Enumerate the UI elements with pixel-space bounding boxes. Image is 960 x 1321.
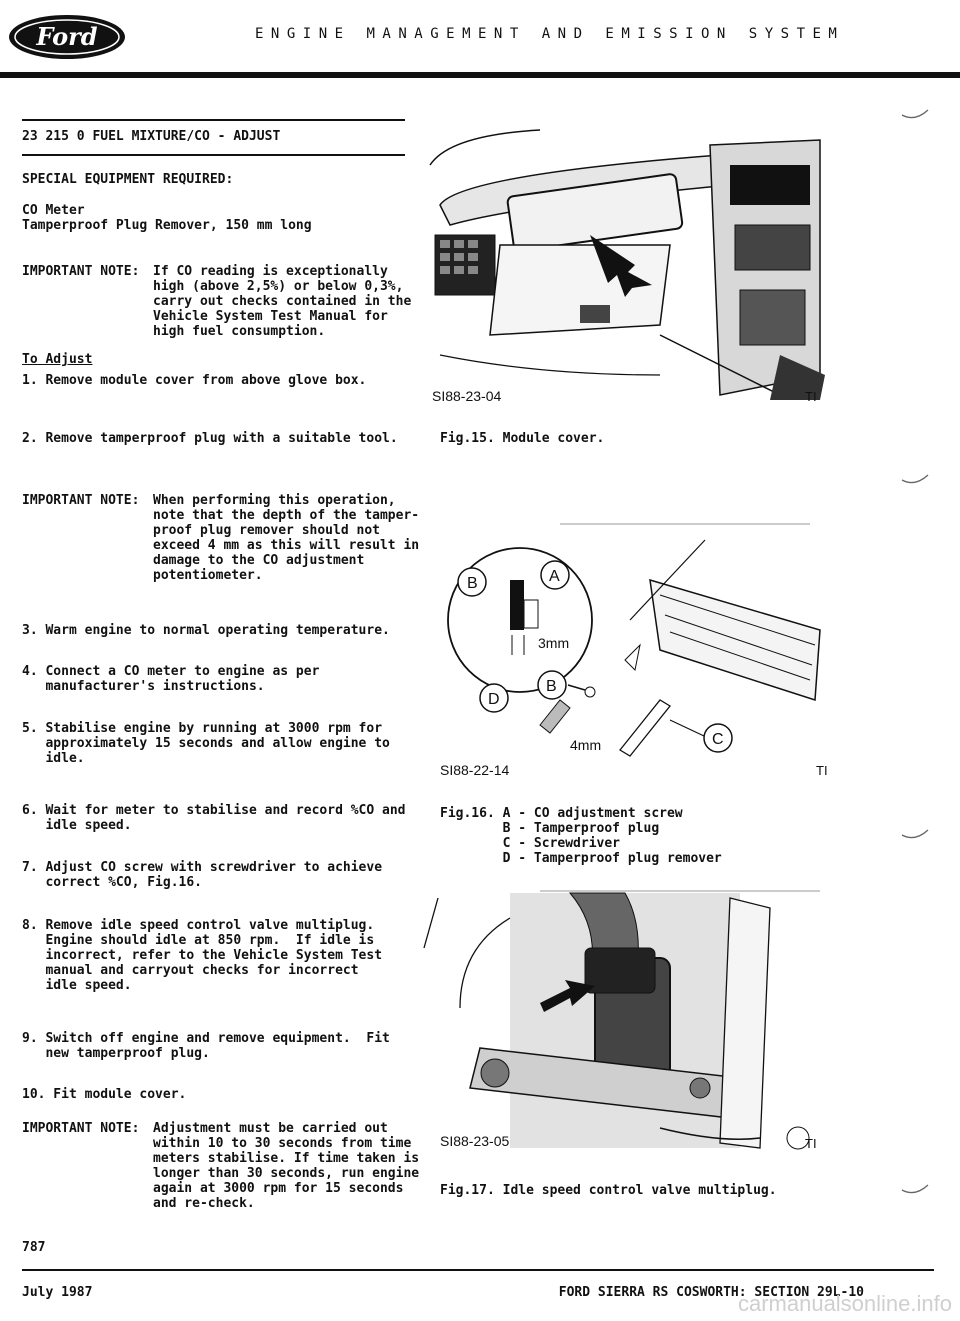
adjust-heading: To Adjust [22, 352, 93, 367]
page-number: 787 [22, 1240, 46, 1255]
section-title: 23 215 0 FUEL MIXTURE/CO - ADJUST [22, 129, 281, 144]
figure-16-illustration [420, 520, 835, 780]
step-8: 8. Remove idle speed control valve multiplug. Engine should idle at 850 rpm. If idle is incorrect, refer to the Vehicle System Test manual and carryout checks for incorrect idle speed. [22, 918, 383, 993]
footer-reference: FORD SIERRA RS COSWORTH: SECTION 29L-10 [558, 1285, 864, 1300]
ford-logo [6, 12, 128, 62]
figure-16-label-a: A [549, 568, 560, 585]
margin-ticks [900, 100, 940, 1220]
header-title: ENGINE MANAGEMENT AND EMISSION SYSTEM [255, 26, 845, 42]
figure-16-label-b2: B [546, 678, 557, 695]
figure-15-caption: Fig.15. Module cover. [440, 431, 605, 446]
step-9: 9. Switch off engine and remove equipment. Fit new tamperproof plug. [22, 1031, 390, 1061]
step-6: 6. Wait for meter to stabilise and record %CO and idle speed. [22, 803, 406, 833]
note1-label: IMPORTANT NOTE: [22, 264, 140, 279]
note2-label: IMPORTANT NOTE: [22, 493, 140, 508]
step-10: 10. Fit module cover. [22, 1087, 187, 1102]
figure-16-caption: Fig.16. A - CO adjustment screw B - Tamperproof plug C - Screwdriver D - Tamperproof plug remover [440, 806, 722, 866]
header-rule [0, 72, 960, 78]
figure-15-tag: TI [805, 389, 817, 404]
figure-17-caption: Fig.17. Idle speed control valve multiplug. [440, 1183, 777, 1198]
figure-15-code: SI88-23-04 [432, 388, 502, 404]
footer-date: July 1987 [22, 1285, 93, 1300]
figure-16-label-d: D [488, 691, 500, 708]
figure-17-tag: TI [805, 1136, 817, 1151]
figure-15-illustration [420, 125, 835, 410]
equipment-heading: SPECIAL EQUIPMENT REQUIRED: [22, 172, 234, 187]
note1-text: If CO reading is exceptionally high (above 2,5%) or below 0,3%, carry out checks contained in the Vehicle System Test Manual for high fuel consumption. [153, 264, 412, 339]
step-4: 4. Connect a CO meter to engine as per manufacturer's instructions. [22, 664, 320, 694]
figure-17-code: SI88-23-05 [440, 1133, 510, 1149]
figure-16-dim-4mm: 4mm [570, 737, 602, 753]
ford-logo-text: Ford [36, 22, 98, 51]
step-1: 1. Remove module cover from above glove box. [22, 373, 367, 388]
note2-text: When performing this operation, note that the depth of the tamper- proof plug remover should not exceed 4 mm as this will result in damage to the CO adjustment potentiometer. [153, 493, 420, 583]
step-3: 3. Warm engine to normal operating temperature. [22, 623, 390, 638]
equipment-item: CO Meter [22, 203, 85, 218]
figure-17-illustration [420, 888, 835, 1160]
step-7: 7. Adjust CO screw with screwdriver to achieve correct %CO, Fig.16. [22, 860, 383, 890]
equipment-item: Tamperproof Plug Remover, 150 mm long [22, 218, 312, 233]
figure-16-dim-3mm: 3mm [538, 635, 570, 651]
watermark: carmanualsonline.info [737, 1291, 952, 1316]
figure-16-code: SI88-22-14 [440, 762, 510, 778]
figure-16-label-c: C [712, 731, 724, 748]
step-2: 2. Remove tamperproof plug with a suitable tool. [22, 431, 398, 446]
note3-text: Adjustment must be carried out within 10 to 30 seconds from time meters stabilise. If time taken is longer than 30 seconds, run engine again at 3000 rpm for 15 seconds and re-check. [153, 1121, 420, 1211]
figure-16-tag: TI [816, 763, 828, 778]
note3-label: IMPORTANT NOTE: [22, 1121, 140, 1136]
footer-rule [22, 1269, 934, 1271]
step-5: 5. Stabilise engine by running at 3000 rpm for approximately 15 seconds and allow engine to idle. [22, 721, 390, 766]
figure-16-label-b: B [467, 575, 478, 592]
section-bottom-rule [22, 154, 405, 156]
section-top-rule [22, 119, 405, 121]
